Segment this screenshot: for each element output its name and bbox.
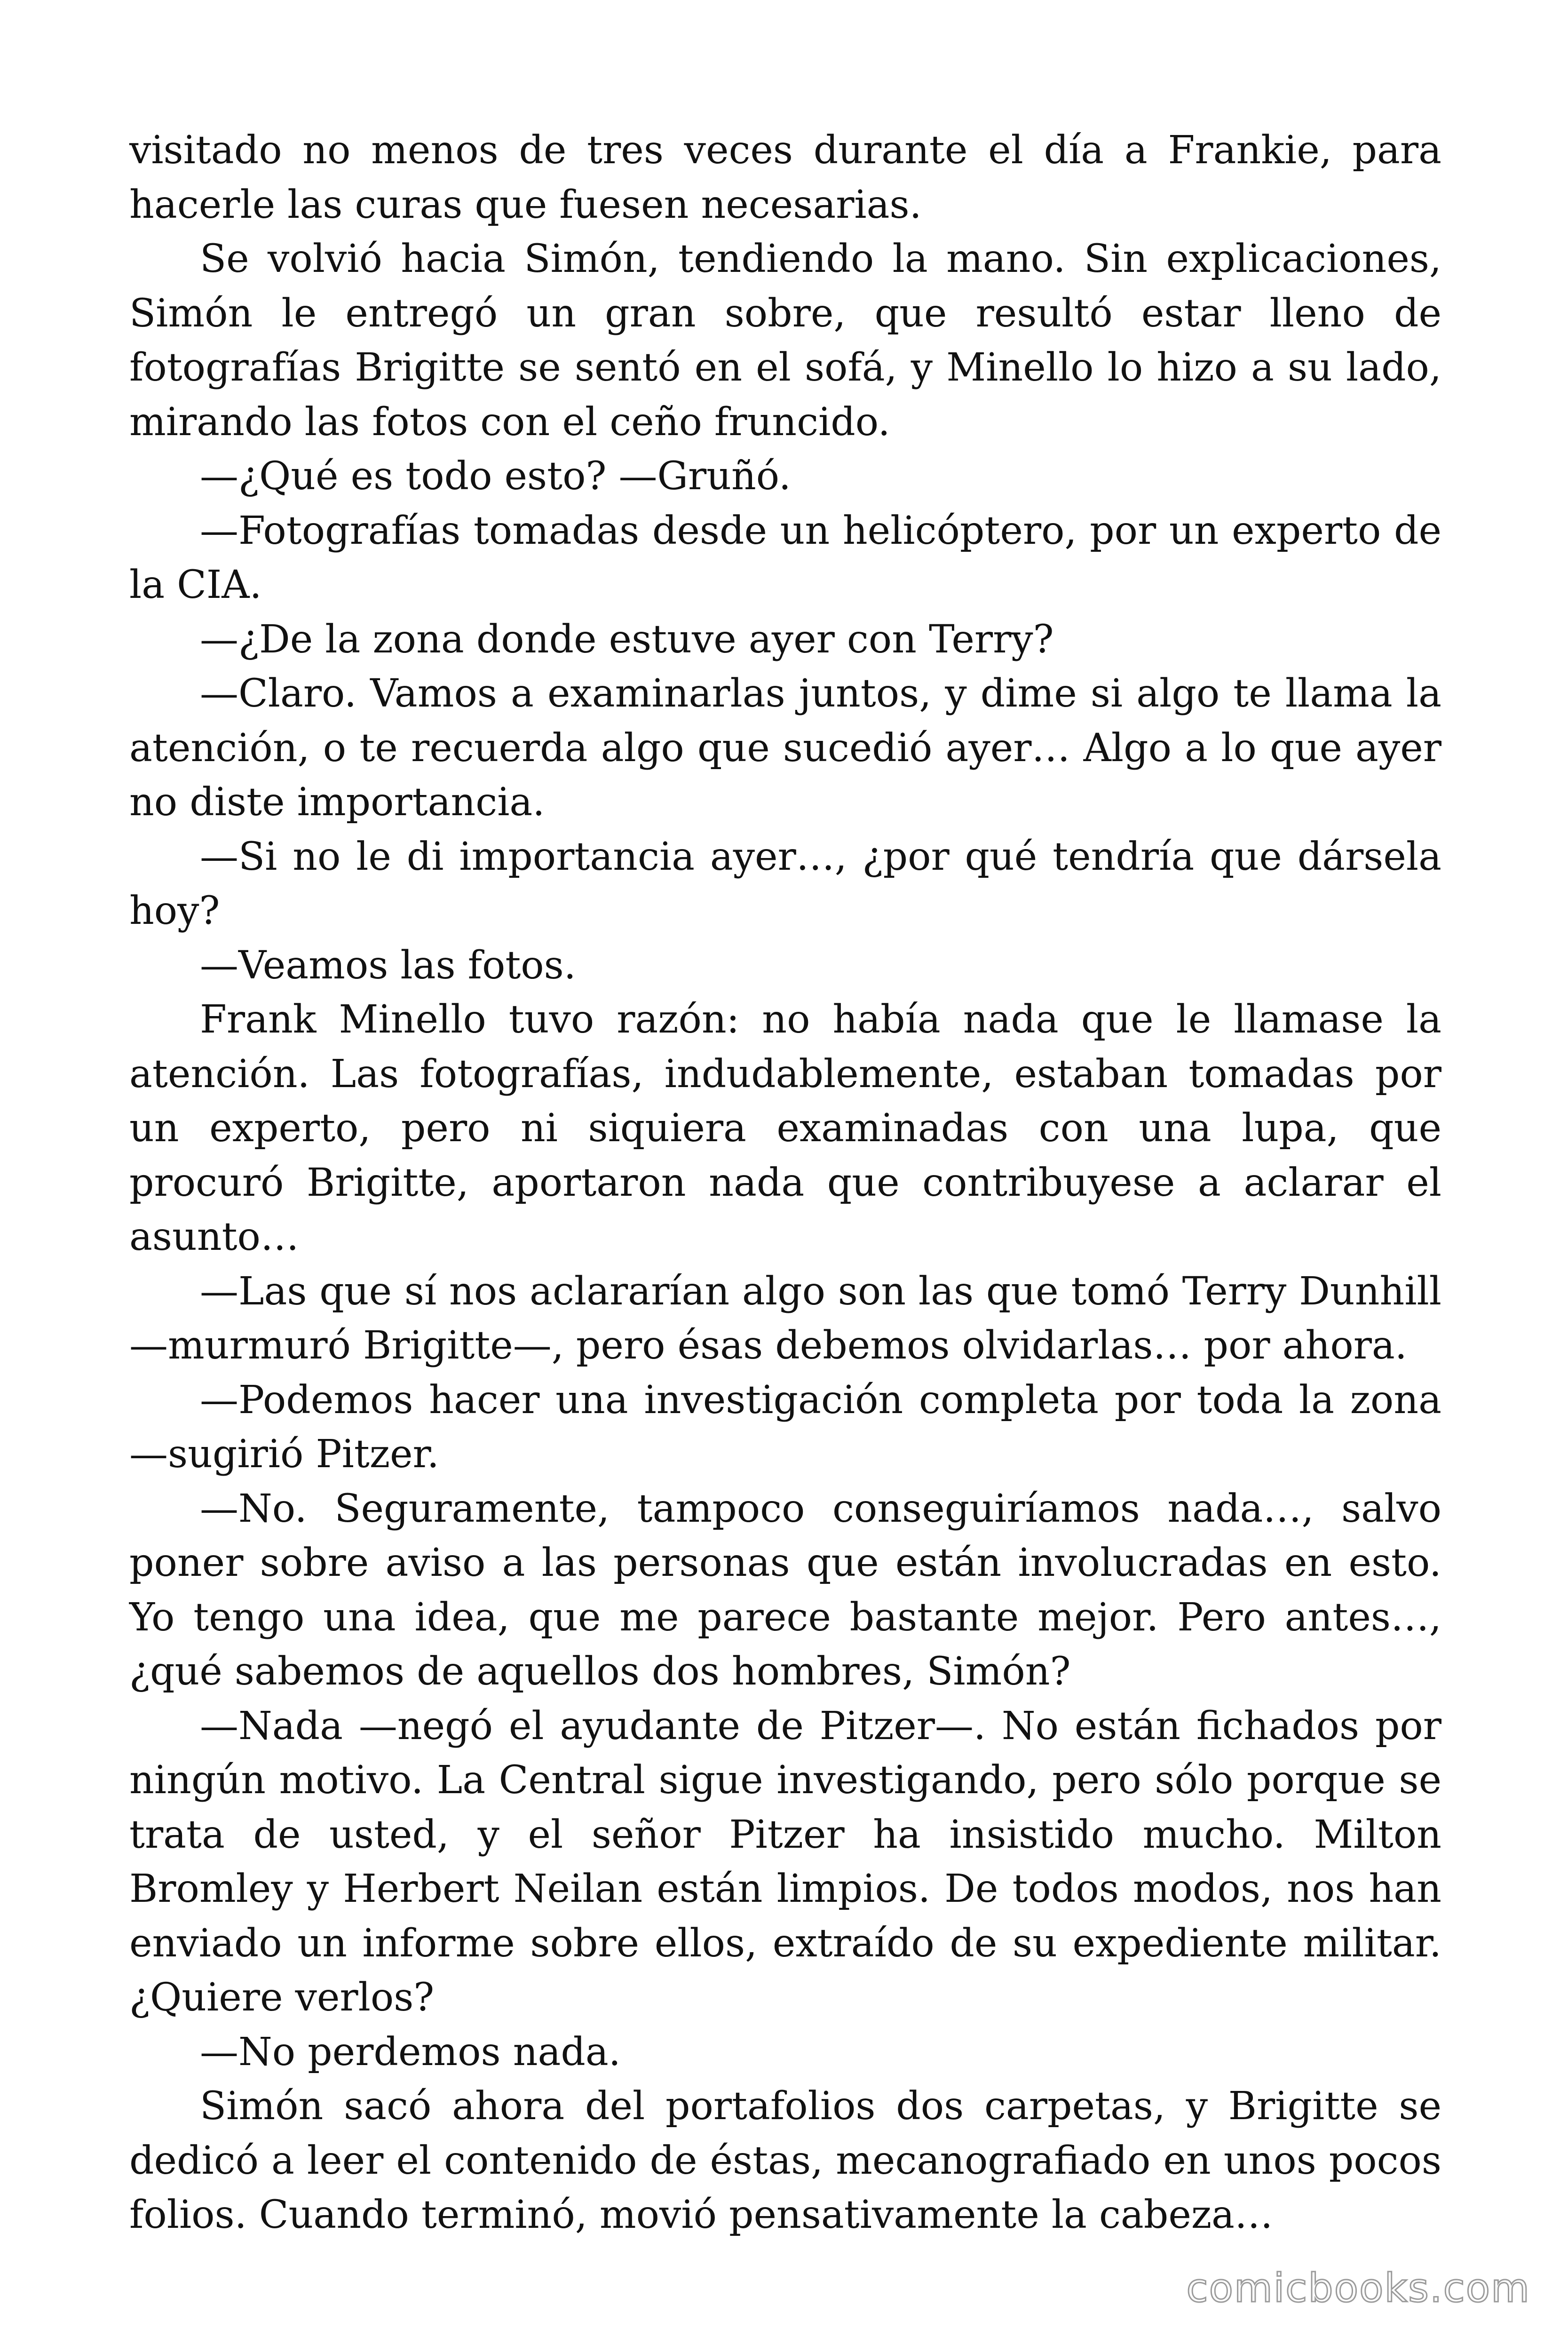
paragraph-1: visitado no menos de tres veces durante el día a Frankie, para hacerle las curas que fuesen necesarias. <box>129 128 1441 227</box>
paragraph-12: —No. Seguramente, tampoco conseguiríamos nada…, salvo poner sobre aviso a las personas que están involucradas en esto. Yo tengo una idea, que me parece bastante mejor. Pero antes…, ¿qué sabemos de aquellos dos hombres, Simón? <box>129 1486 1441 1694</box>
paragraph-14: —No perdemos nada. <box>200 2029 621 2074</box>
paragraph-7: —Si no le di importancia ayer…, ¿por qué tendría que dársela hoy? <box>129 834 1441 933</box>
page-body <box>129 123 1441 2242</box>
paragraph-6: —Claro. Vamos a examinarlas juntos, y dime si algo te llama la atención, o te recuerda algo que sucedió ayer… Algo a lo que ayer no diste importancia. <box>129 671 1441 825</box>
paragraph-13: —Nada —negó el ayudante de Pitzer—. No están fichados por ningún motivo. La Central sigue investigando, pero sólo porque se trata de usted, y el señor Pitzer ha insistido mucho. Milton Bromley y Herbert Neilan están limpios. De todos modos, nos han enviado un informe sobre ellos, extraído de su expediente militar. ¿Quiere verlos? <box>129 1703 1441 2020</box>
watermark: comicbooks.com <box>1186 2265 1530 2311</box>
paragraph-11: —Podemos hacer una investigación completa por toda la zona —sugirió Pitzer. <box>129 1377 1441 1477</box>
paragraph-3: —¿Qué es todo esto? —Gruñó. <box>200 454 791 499</box>
paragraph-2: Se volvió hacia Simón, tendiendo la mano. Sin explicaciones, Simón le entregó un gran sobre, que resultó estar lleno de fotografías Brigitte se sentó en el sofá, y Minello lo hizo a su lado, mirando las fotos con el ceño fruncido. <box>129 237 1441 445</box>
paragraph-9: Frank Minello tuvo razón: no había nada que le llamase la atención. Las fotografías, indudablemente, estaban tomadas por un experto, pero ni siquiera examinadas con una lupa, que procuró Brigitte, aportaron nada que contribuyese a aclarar el asunto… <box>129 997 1441 1259</box>
paragraph-8: —Veamos las fotos. <box>200 943 576 988</box>
paragraph-10: —Las que sí nos aclararían algo son las que tomó Terry Dunhill —murmuró Brigitte—, pero ésas debemos olvidarlas… por ahora. <box>129 1269 1441 1368</box>
paragraph-5: —¿De la zona donde estuve ayer con Terry? <box>200 617 1054 662</box>
paragraph-4: —Fotografías tomadas desde un helicóptero, por un experto de la CIA. <box>129 508 1441 607</box>
paragraph-15: Simón sacó ahora del portafolios dos carpetas, y Brigitte se dedicó a leer el contenido de éstas, mecanografiado en unos pocos folios. Cuando terminó, movió pensativamente la cabeza… <box>129 2084 1441 2237</box>
